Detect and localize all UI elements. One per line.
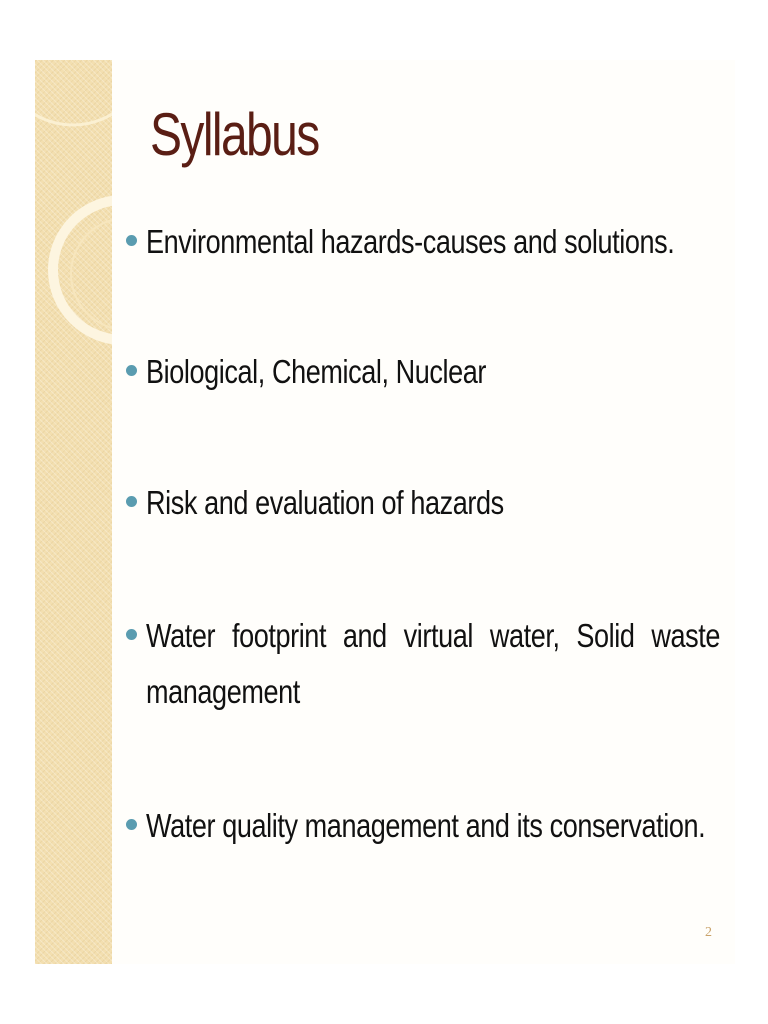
- bullet-text: Water quality management and its conservation.: [146, 807, 706, 844]
- slide: [35, 60, 735, 964]
- bullet-dot-icon: [126, 629, 137, 640]
- bullet-dot-icon: [126, 235, 137, 246]
- slide-title: Syllabus: [150, 101, 319, 168]
- page-number: 2: [705, 925, 712, 940]
- bullet-text-line: Water footprint and virtual water, Solid waste: [146, 617, 720, 654]
- bullet-text: Environmental hazards-causes and solutions.: [146, 223, 675, 260]
- bullet-dot-icon: [126, 496, 137, 507]
- bullet-list: [35, 60, 735, 964]
- bullet-dot-icon: [126, 365, 137, 376]
- bullet-dot-icon: [126, 819, 137, 830]
- bullet-text: Biological, Chemical, Nuclear: [146, 353, 487, 390]
- bullet-text-line: management: [146, 673, 300, 710]
- bullet-text: Risk and evaluation of hazards: [146, 484, 504, 521]
- bullet-text: [146, 608, 720, 720]
